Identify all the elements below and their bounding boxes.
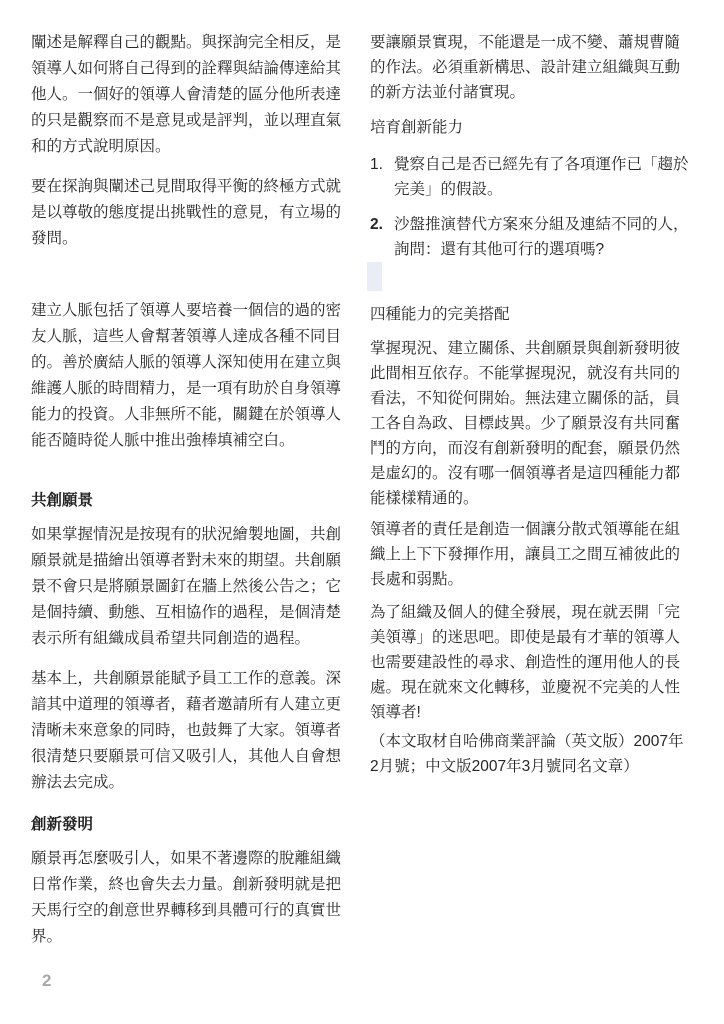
paragraph-distributed-leadership xyxy=(370,517,696,592)
text-line: 能樣樣精通的。 xyxy=(370,490,479,507)
text-line: 能否隨時從人脈中推出強棒填補空白。 xyxy=(31,432,295,449)
text-line: 為了組織及個人的健全發展，現在就丟開「完 xyxy=(370,604,681,621)
text-line: 工各自為政、目標歧異。少了願景沒有共同奮 xyxy=(370,415,681,432)
text-line: 織上上下下發揮作用，讓員工之間互補彼此的 xyxy=(370,546,681,563)
paragraph-networking xyxy=(31,298,357,454)
paragraph-source-note xyxy=(370,729,696,779)
text-line: 清晰未來意象的同時，也鼓舞了大家。領導者 xyxy=(31,722,342,739)
text-line: 沙盤推演替代方案來分組及連結不同的人， xyxy=(394,216,689,233)
text-line: 的作法。必須重新構思、設計建立組織與互動 xyxy=(370,59,681,76)
highlight-marker xyxy=(367,262,382,291)
text-line: 美領導」的迷思吧。即使是最有才華的領導人 xyxy=(370,629,681,646)
list-item-text xyxy=(394,152,696,202)
text-line: 要讓願景實現，不能還是一成不變、蕭規曹隨 xyxy=(370,34,681,51)
text-line: 如果掌握情況是按現有的狀況繪製地圖，共創 xyxy=(31,526,342,543)
text-line: 他人。一個好的領導人會清楚的區分他所表達 xyxy=(31,86,342,103)
text-line: 友人脈，這些人會幫著領導人達成各種不同目 xyxy=(31,328,342,345)
text-line: 基本上，共創願景能賦予員工工作的意義。深 xyxy=(31,670,342,687)
text-line: 是以尊敬的態度提出挑戰性的意見，有立場的 xyxy=(31,204,342,221)
text-line: 是個持續、動態、互相協作的過程，是個清楚 xyxy=(31,604,342,621)
text-line: 闡述是解釋自己的觀點。與探詢完全相反，是 xyxy=(31,34,342,51)
text-line: 辦法去完成。 xyxy=(31,774,125,791)
text-line: 的。善於廣結人脈的領導人深知使用在建立與 xyxy=(31,354,342,371)
page-number: 2 xyxy=(42,971,52,990)
right-column xyxy=(370,30,696,779)
text-line: 領導者! xyxy=(370,704,421,721)
text-line: 領導人如何將自己得到的詮釋與結論傳達給其 xyxy=(31,60,342,77)
text-line: 要在探詢與闡述己見間取得平衡的終極方式就 xyxy=(31,178,342,195)
paragraph-capabilities-interdependent xyxy=(370,336,696,511)
text-line: 維護人脈的時間精力，是一項有助於自身領導 xyxy=(31,380,342,397)
text-line: 覺察自己是否已經先有了各項運作已「趨於 xyxy=(394,156,689,173)
text-line: 是虛幻的。沒有哪一個領導者是這四種能力都 xyxy=(370,465,681,482)
text-line: 此間相互依存。不能掌握現況，就沒有共同的 xyxy=(370,365,681,382)
text-line: 景不會只是將願景圖釘在牆上然後公告之；它 xyxy=(31,578,342,595)
section-heading-cocreate-vision: 共創願景 xyxy=(31,492,94,509)
text-line: 諳其中道理的領導者，藉者邀請所有人建立更 xyxy=(31,696,342,713)
text-line: 處。現在就來文化轉移，並慶祝不完美的人性 xyxy=(370,679,681,696)
text-line: 2月號；中文版2007年3月號同名文章） xyxy=(370,758,639,775)
paragraph-innovation-intro xyxy=(31,846,357,950)
left-column xyxy=(31,30,357,950)
paragraph-balance-inquiry xyxy=(31,174,357,252)
text-line: 完美」的假設。 xyxy=(394,181,503,198)
text-line: 長處和弱點。 xyxy=(370,571,464,588)
paragraph-vision-meaning xyxy=(31,666,357,796)
text-line: 日常作業，終也會失去力量。創新發明就是把 xyxy=(31,876,342,893)
subheading-cultivate-innovation: 培育創新能力 xyxy=(370,119,464,136)
text-line: 也需要建設性的尋求、創造性的運用他人的長 xyxy=(370,654,681,671)
list-number: 1. xyxy=(370,156,383,173)
text-line: 和的方式說明原因。 xyxy=(31,138,171,155)
paragraph-vision-mapping xyxy=(31,522,357,652)
subheading-four-capabilities: 四種能力的完美搭配 xyxy=(370,306,510,323)
text-line: 天馬行空的創意世界轉移到具體可行的真實世 xyxy=(31,902,342,919)
text-line: 掌握現況、建立關係、共創願景與創新發明彼 xyxy=(370,340,681,357)
text-line: 很清楚只要願景可信又吸引人，其他人自會想 xyxy=(31,748,342,765)
list-item xyxy=(370,212,696,262)
paragraph-elaboration xyxy=(31,30,357,160)
text-line: 願景再怎麼吸引人，如果不著邊際的脫離組織 xyxy=(31,850,342,867)
text-line: 鬥的方向，而沒有創新發明的配套，願景仍然 xyxy=(370,440,681,457)
text-line: 領導者的責任是創造一個讓分散式領導能在組 xyxy=(370,521,681,538)
text-line: 的新方法並付諸實現。 xyxy=(370,84,526,101)
text-line: 的只是觀察而不是意見或是評判，並以理直氣 xyxy=(31,112,342,129)
text-line: 看法，不知從何開始。無法建立關係的話，員 xyxy=(370,390,681,407)
section-heading-innovation: 創新發明 xyxy=(31,816,94,833)
list-item xyxy=(370,152,696,202)
list-number: 2. xyxy=(370,216,383,233)
paragraph-abandon-perfection xyxy=(370,600,696,725)
paragraph-realize-vision xyxy=(370,30,696,105)
text-line: （本文取材自哈佛商業評論（英文版）2007年 xyxy=(370,733,684,750)
list-item-text xyxy=(394,212,696,262)
text-line: 能力的投資。人非無所不能，關鍵在於領導人 xyxy=(31,406,342,423)
text-line: 建立人脈包括了領導人要培養一個信的過的密 xyxy=(31,302,342,319)
text-line: 詢問：還有其他可行的選項嗎? xyxy=(394,241,605,258)
text-line: 表示所有組織成員希望共同創造的過程。 xyxy=(31,630,311,647)
text-line: 發問。 xyxy=(31,230,78,247)
text-line: 界。 xyxy=(31,928,63,945)
text-line: 願景就是描繪出領導者對未來的期望。共創願 xyxy=(31,552,342,569)
